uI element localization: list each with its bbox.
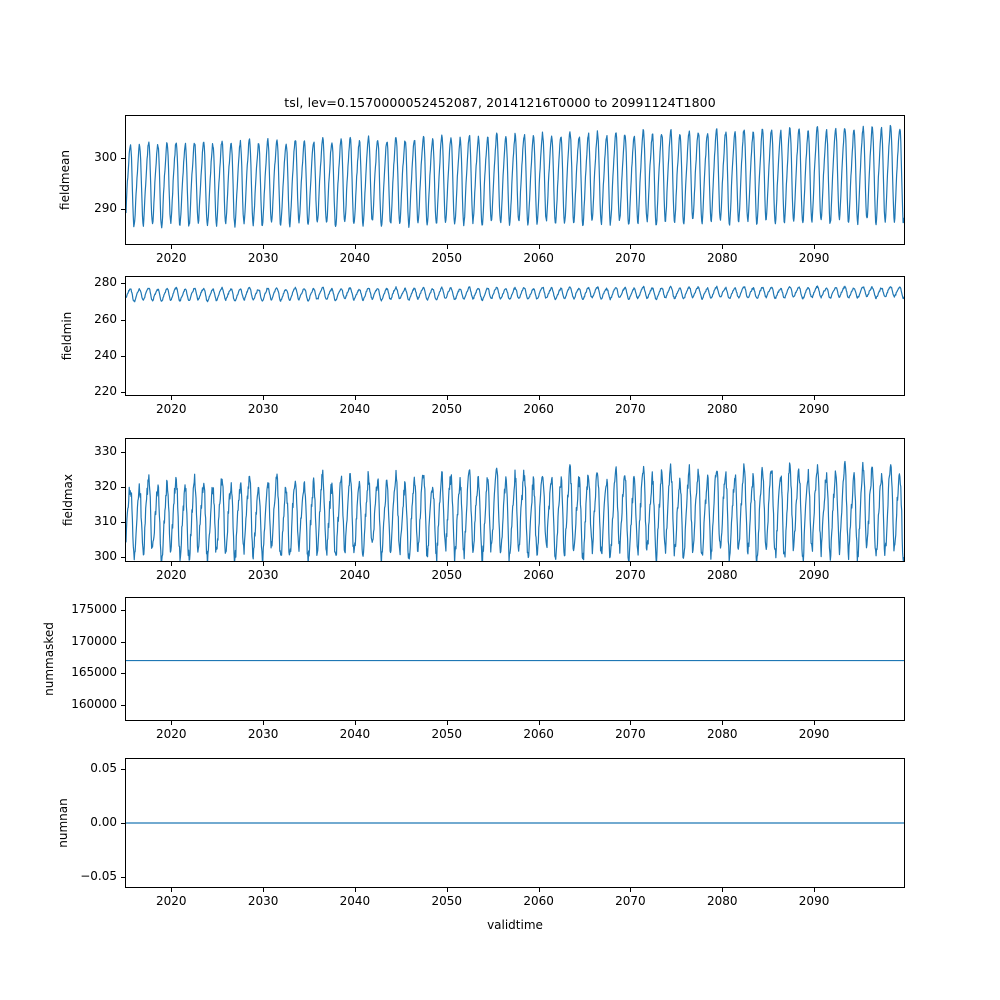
- x-tick-mark: [814, 888, 815, 892]
- x-tick-label: 2030: [247, 251, 279, 265]
- y-tick-mark: [121, 522, 125, 523]
- y-tick-mark: [121, 610, 125, 611]
- x-tick-mark: [539, 562, 540, 566]
- y-tick-label: 240: [94, 348, 117, 362]
- x-tick-mark: [539, 245, 540, 249]
- x-tick-label: 2030: [247, 727, 279, 741]
- series-plot-fieldmax: [126, 439, 904, 561]
- x-tick-label: 2050: [431, 402, 463, 416]
- y-tick-mark: [121, 283, 125, 284]
- x-tick-label: 2080: [706, 251, 738, 265]
- x-tick-label: 2070: [615, 894, 646, 908]
- x-tick-mark: [447, 721, 448, 725]
- x-tick-label: 2050: [431, 727, 463, 741]
- x-tick-label: 2020: [156, 568, 187, 582]
- y-tick-label: 310: [94, 513, 117, 528]
- y-tick-label: 300: [94, 150, 117, 165]
- x-tick-mark: [263, 245, 264, 249]
- x-tick-label: 2080: [706, 568, 738, 582]
- y-tick-label: 330: [94, 443, 117, 458]
- y-axis-label-fieldmin: fieldmin: [60, 311, 74, 361]
- series-plot-nummasked: [126, 598, 904, 720]
- x-tick-mark: [630, 245, 631, 249]
- x-tick-label: 2040: [339, 894, 371, 908]
- chart-title: tsl, lev=0.1570000052452087, 20141216T0000 to 20991124T1800: [284, 95, 716, 110]
- x-tick-mark: [630, 562, 631, 566]
- x-tick-label: 2050: [431, 251, 463, 265]
- series-plot-fieldmin: [126, 277, 904, 395]
- x-tick-label: 2020: [156, 727, 187, 741]
- x-tick-label: 2060: [523, 727, 554, 741]
- x-tick-mark: [171, 396, 172, 400]
- plot-panel-nummasked: [125, 597, 905, 721]
- y-tick-mark: [121, 487, 125, 488]
- y-tick-mark: [121, 320, 125, 321]
- x-tick-label: 2050: [431, 894, 463, 908]
- x-tick-mark: [355, 721, 356, 725]
- y-tick-label: 170000: [71, 633, 117, 648]
- x-tick-mark: [722, 721, 723, 725]
- y-tick-label: 290: [94, 201, 117, 216]
- x-tick-mark: [814, 245, 815, 249]
- x-tick-label: 2060: [523, 894, 554, 908]
- x-tick-label: 2040: [339, 402, 371, 416]
- y-tick-label: 175000: [71, 601, 117, 616]
- x-tick-label: 2070: [615, 402, 646, 416]
- y-tick-mark: [121, 158, 125, 159]
- x-tick-mark: [355, 888, 356, 892]
- x-axis-label: validtime: [487, 918, 543, 932]
- x-tick-label: 2040: [339, 251, 371, 265]
- y-tick-mark: [121, 705, 125, 706]
- x-tick-label: 2080: [706, 402, 738, 416]
- y-tick-label: 160000: [71, 697, 117, 712]
- plot-panel-fieldmean: [125, 115, 905, 245]
- x-tick-label: 2090: [798, 402, 830, 416]
- x-tick-mark: [171, 245, 172, 249]
- series-plot-fieldmean: [126, 116, 904, 244]
- y-tick-label: 320: [94, 478, 117, 493]
- x-tick-mark: [263, 888, 264, 892]
- y-axis-label-nummasked: nummasked: [42, 622, 56, 696]
- y-tick-label: 0.00: [90, 815, 117, 829]
- x-tick-mark: [447, 396, 448, 400]
- x-tick-mark: [630, 721, 631, 725]
- x-tick-mark: [814, 562, 815, 566]
- y-tick-label: 220: [94, 384, 117, 399]
- x-tick-mark: [539, 888, 540, 892]
- y-axis-label-fieldmean: fieldmean: [58, 150, 72, 210]
- x-tick-mark: [171, 888, 172, 892]
- plot-panel-fieldmax: [125, 438, 905, 562]
- x-tick-mark: [263, 721, 264, 725]
- x-tick-mark: [630, 396, 631, 400]
- data-series-fieldmean: [126, 125, 904, 227]
- x-tick-label: 2020: [156, 894, 187, 908]
- x-tick-label: 2090: [798, 251, 830, 265]
- x-tick-mark: [722, 245, 723, 249]
- y-tick-label: 280: [94, 275, 117, 290]
- y-tick-mark: [121, 823, 125, 824]
- x-tick-mark: [447, 245, 448, 249]
- x-tick-mark: [263, 396, 264, 400]
- x-tick-label: 2080: [706, 727, 738, 741]
- y-tick-mark: [121, 769, 125, 770]
- x-tick-mark: [171, 562, 172, 566]
- x-tick-label: 2040: [339, 568, 371, 582]
- x-tick-mark: [355, 245, 356, 249]
- y-tick-mark: [121, 452, 125, 453]
- y-tick-label: 260: [94, 311, 117, 326]
- x-tick-mark: [814, 396, 815, 400]
- y-tick-mark: [121, 673, 125, 674]
- x-tick-label: 2030: [247, 568, 279, 582]
- x-tick-mark: [539, 721, 540, 725]
- y-tick-label: 0.05: [90, 760, 117, 775]
- x-tick-mark: [539, 396, 540, 400]
- x-tick-label: 2030: [247, 894, 279, 908]
- x-tick-label: 2090: [798, 568, 830, 582]
- y-tick-mark: [121, 557, 125, 558]
- x-tick-mark: [355, 562, 356, 566]
- y-tick-mark: [121, 392, 125, 393]
- x-tick-label: 2040: [339, 727, 371, 741]
- y-axis-label-numnan: numnan: [56, 798, 70, 848]
- x-tick-label: 2020: [156, 402, 187, 416]
- x-tick-mark: [263, 562, 264, 566]
- x-tick-label: 2050: [431, 568, 463, 582]
- x-tick-label: 2020: [156, 251, 187, 265]
- series-plot-numnan: [126, 759, 904, 887]
- x-tick-mark: [447, 888, 448, 892]
- x-tick-mark: [355, 396, 356, 400]
- x-tick-label: 2070: [615, 251, 646, 265]
- x-tick-mark: [722, 396, 723, 400]
- x-tick-label: 2080: [706, 894, 738, 908]
- y-tick-mark: [121, 356, 125, 357]
- x-tick-label: 2030: [247, 402, 279, 416]
- y-tick-mark: [121, 877, 125, 878]
- y-tick-label: 300: [94, 548, 117, 563]
- y-tick-label: 165000: [71, 665, 117, 680]
- data-series-fieldmin: [126, 286, 904, 302]
- x-tick-mark: [722, 562, 723, 566]
- x-tick-mark: [722, 888, 723, 892]
- y-tick-mark: [121, 642, 125, 643]
- x-tick-label: 2070: [615, 727, 646, 741]
- x-tick-label: 2060: [523, 568, 554, 582]
- plot-panel-fieldmin: [125, 276, 905, 396]
- y-tick-label: −0.05: [80, 869, 117, 884]
- x-tick-label: 2090: [798, 894, 830, 908]
- x-tick-mark: [447, 562, 448, 566]
- plot-panel-numnan: [125, 758, 905, 888]
- x-tick-label: 2060: [523, 402, 554, 416]
- x-tick-mark: [630, 888, 631, 892]
- y-axis-label-fieldmax: fieldmax: [61, 473, 75, 527]
- x-tick-label: 2070: [615, 568, 646, 582]
- data-series-fieldmax: [126, 461, 904, 561]
- x-tick-label: 2060: [523, 251, 554, 265]
- x-tick-mark: [814, 721, 815, 725]
- y-tick-mark: [121, 209, 125, 210]
- x-tick-mark: [171, 721, 172, 725]
- x-tick-label: 2090: [798, 727, 830, 741]
